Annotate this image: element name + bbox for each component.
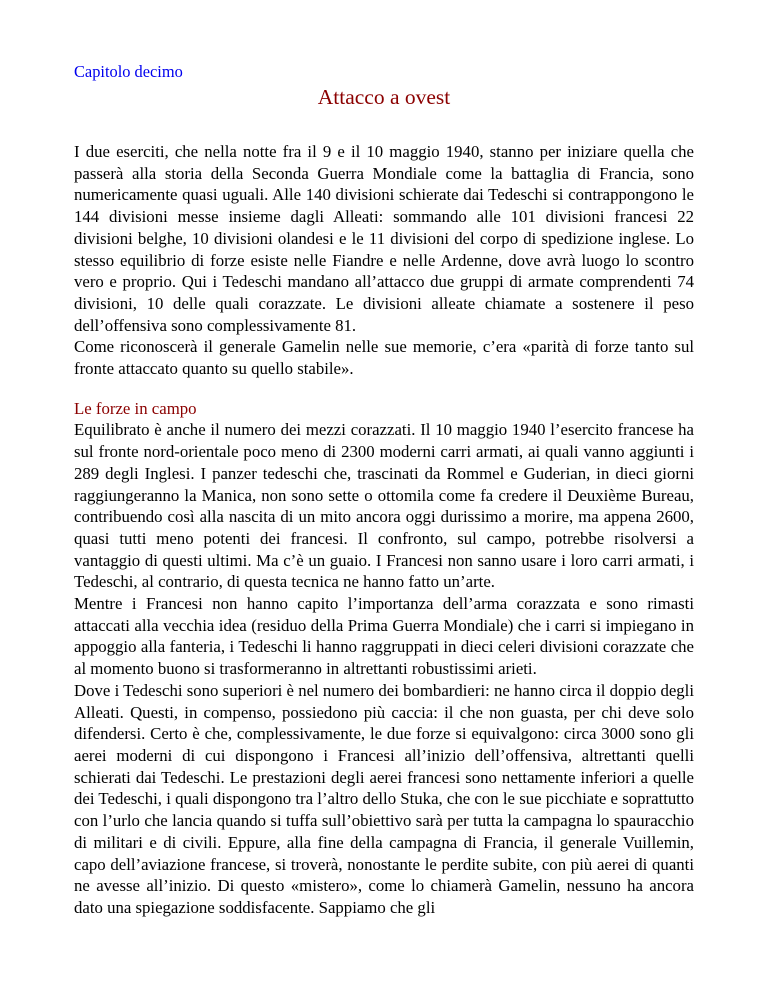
intro-paragraph-2: Come riconoscerà il generale Gamelin nelle sue memorie, c’era «parità di forze tanto sul fronte attaccato quanto su quello stabile». — [74, 337, 694, 379]
section-paragraph-2: Mentre i Francesi non hanno capito l’importanza dell’arma corazzata e sono rimasti attaccati alla vecchia idea (residuo della Prima Guerra Mondiale) che i carri si impiegano in appoggio alla fanteria, i Tedeschi li hanno raggruppati in dieci celeri divisioni corazzate che al momento buono si trasformeranno in altrettanti robustissimi arieti. — [74, 594, 694, 679]
document-page — [74, 62, 694, 919]
intro-paragraph-1: I due eserciti, che nella notte fra il 9 e il 10 maggio 1940, stanno per iniziare quella che passerà alla storia della Seconda Guerra Mondiale come la battaglia di Francia, sono numericamente quasi uguali. Alle 140 divisioni schierate dai Tedeschi si contrappongono le 144 divisioni messe insieme dagli Alleati: sommando alle 101 divisioni francesi 22 divisioni belghe, 10 divisioni olandesi e le 11 divisioni del corpo di spedizione inglese. Lo stesso equilibrio di forze esiste nelle Fiandre e nelle Ardenne, dove avrà luogo lo scontro vero e proprio. Qui i Tedeschi mandano all’attacco due gruppi di armate comprendenti 74 divisioni, 10 delle quali corazzate. Le divisioni alleate chiamate a sostenere il peso dell’offensiva sono complessivamente 81. — [74, 142, 694, 335]
chapter-label: Capitolo decimo — [74, 62, 183, 81]
section-paragraph-1: Equilibrato è anche il numero dei mezzi corazzati. Il 10 maggio 1940 l’esercito francese ha sul fronte nord-orientale poco meno di 2300 moderni carri armati, ai quali vanno aggiunti i 289 degli Inglesi. I panzer tedeschi che, trascinati da Rommel e Guderian, in dieci giorni raggiungeranno la Manica, non sono sette o ottomila come fa credere il Deuxième Bureau, contribuendo così alla nascita di un mito ancora oggi durissimo a morire, ma appena 2600, quasi tutti meno potenti dei francesi. Il confronto, sul campo, potrebbe risolversi a vantaggio di questi ultimi. Ma c’è un guaio. I Francesi non sanno usare i loro carri armati, i Tedeschi, al contrario, di questa tecnica ne hanno fatto un’arte. — [74, 420, 694, 592]
section-paragraph-3: Dove i Tedeschi sono superiori è nel numero dei bombardieri: ne hanno circa il doppio degli Alleati. Questi, in compenso, possiedono più caccia: il che non guasta, per chi deve solo difendersi. Certo è che, complessivamente, le due forze si equivalgono: circa 3000 sono gli aerei moderni di cui dispongono i Francesi all’inizio dell’offensiva, altrettanti quelli schierati dai Tedeschi. Le prestazioni degli aerei francesi sono nettamente inferiori a quelle dei Tedeschi, i quali dispongono tra l’altro dello Stuka, che con le sue picchiate e soprattutto con l’urlo che lancia quando si tuffa sull’obiettivo sarà per tutta la campagna lo spauracchio di militari e di civili. Eppure, alla fine della campagna di Francia, il generale Vuillemin, capo dell’aviazione francese, si troverà, nonostante le perdite subite, con più aerei di quanti ne avesse all’inizio. Di questo «mistero», come lo chiamerà Gamelin, nessuno ha ancora dato una spiegazione soddisfacente. Sappiamo che gli — [74, 680, 694, 917]
section-heading: Le forze in campo — [74, 398, 197, 418]
chapter-title: Attacco a ovest — [317, 85, 451, 109]
